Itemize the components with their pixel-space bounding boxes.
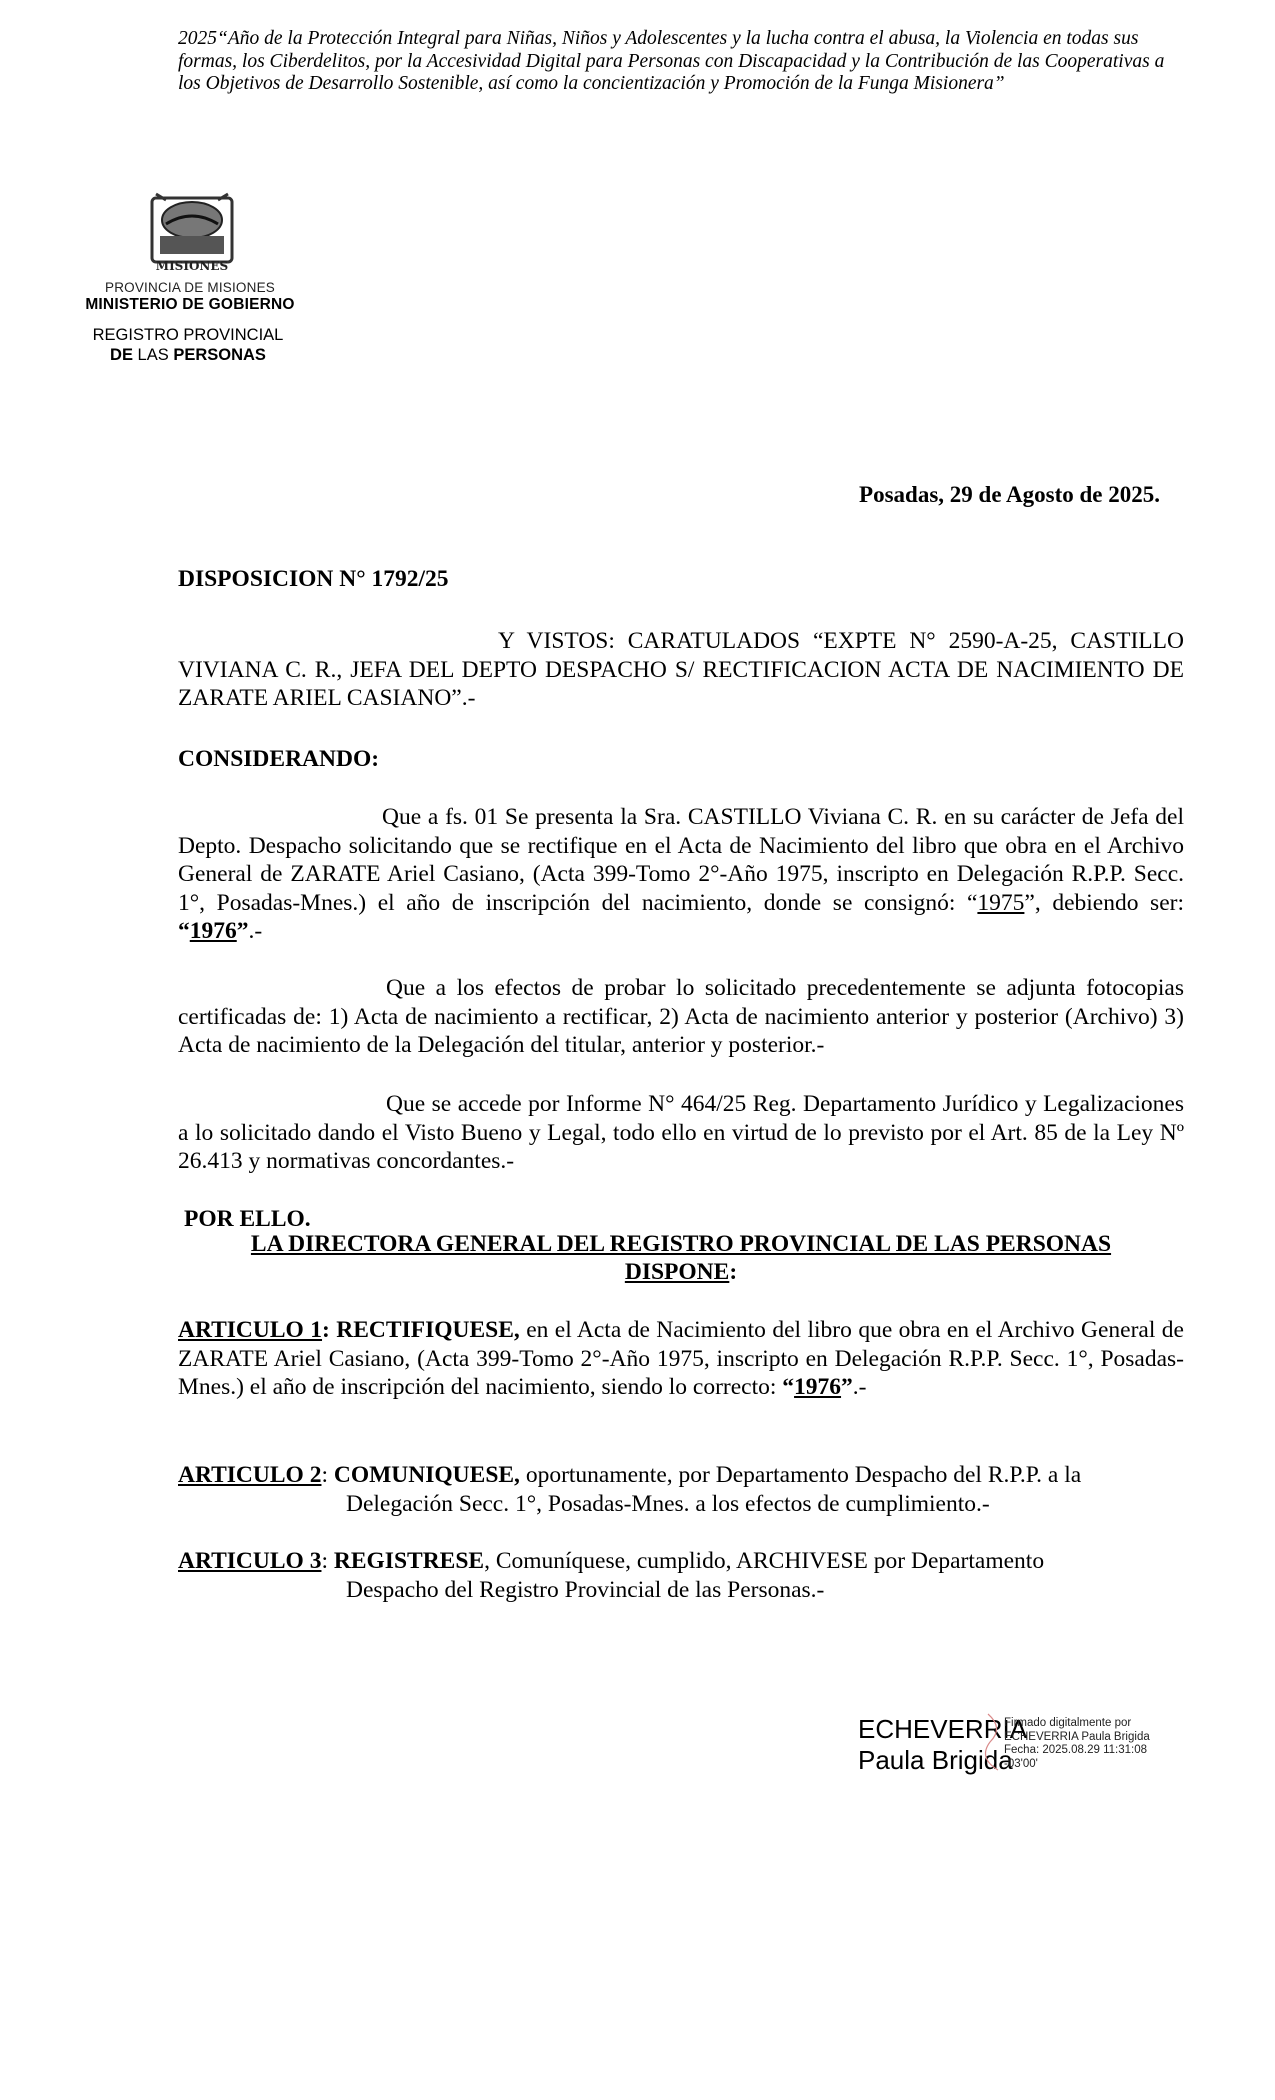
- signature-metadata: Firmado digitalmente por ECHEVERRIA Paula Brigida Fecha: 2025.08.29 11:31:08 -03'00': [1004, 1717, 1150, 1770]
- province-label: PROVINCIA DE MISIONES: [105, 280, 275, 295]
- province-seal-logo: [142, 190, 242, 274]
- registry-label-line2: DE LAS PERSONAS: [110, 346, 266, 364]
- article-3-line2: Despacho del Registro Provincial de las Personas.-: [346, 1577, 825, 1603]
- article-3: ARTICULO 3: REGISTRESE, Comuníquese, cumplido, ARCHIVESE por Departamento: [178, 1548, 1045, 1574]
- document-title: DISPOSICION N° 1792/25: [178, 566, 449, 592]
- considerando-heading: CONSIDERANDO:: [178, 746, 380, 772]
- article-2-line2: Delegación Secc. 1°, Posadas-Mnes. a los efectos de cumplimiento.-: [346, 1491, 990, 1517]
- signature-name: ECHEVERRIA Paula Brigida: [858, 1714, 1028, 1775]
- directora-heading: LA DIRECTORA GENERAL DEL REGISTRO PROVINCIAL DE LAS PERSONAS: [250, 1231, 1112, 1257]
- document-date: Posadas, 29 de Agosto de 2025.: [859, 482, 1160, 507]
- registry-label-line1: REGISTRO PROVINCIAL: [92, 326, 284, 344]
- vistos-paragraph: Y VISTOS: CARATULADOS “EXPTE N° 2590-A-25, CASTILLO VIVIANA C. R., JEFA DEL DEPTO DESPACHO S/ RECTIFICACION ACTA DE NACIMIENTO DE ZARATE ARIEL CASIANO”.-: [178, 628, 1184, 711]
- dispone-heading: DISPONE:: [624, 1259, 738, 1285]
- article-1: ARTICULO 1: RECTIFIQUESE, en el Acta de Nacimiento del libro que obra en el Archivo General de ZARATE Ariel Casiano, (Acta 399-Tomo 2°-Año 1975, inscripto en Delegación R.P.P. Secc. 1°, Posadas-Mnes.) el año de inscripción del nacimiento, siendo lo correcto: “1976”.-: [178, 1317, 1184, 1400]
- header-motto: 2025“Año de la Protección Integral para Niñas, Niños y Adolescentes y la lucha contra el abusa, la Violencia en todas sus formas, los Ciberdelitos, por la Accesividad Digital para Personas con Discapacidad y la Contribución de las Cooperativas a los Objetivos de Desarrollo Sostenible, así como la concientización y Promoción de la Funga Misionera”: [178, 28, 1165, 94]
- article-2: ARTICULO 2: COMUNIQUESE, oportunamente, por Departamento Despacho del R.P.P. a la: [178, 1462, 1082, 1488]
- considerando-paragraph-2: Que a los efectos de probar lo solicitado precedentemente se adjunta fotocopias certificadas de: 1) Acta de nacimiento a rectificar, 2) Acta de nacimiento anterior y posterior (Archivo) 3) Acta de nacimiento de la Delegación del titular, anterior y posterior.-: [178, 975, 1184, 1058]
- svg-text:MISIONES: MISIONES: [155, 259, 229, 273]
- considerando-paragraph-1: Que a fs. 01 Se presenta la Sra. CASTILLO Viviana C. R. en su carácter de Jefa del Depto. Despacho solicitando que se rectifique en el Acta de Nacimiento del libro que obra en el Archivo General de ZARATE Ariel Casiano, (Acta 399-Tomo 2°-Año 1975, inscripto en Delegación R.P.P. Secc. 1°, Posadas-Mnes.) el año de inscripción del nacimiento, donde se consignó: “1975”, debiendo ser: “1976”.-: [178, 804, 1184, 944]
- considerando-paragraph-3: Que se accede por Informe N° 464/25 Reg. Departamento Jurídico y Legalizaciones a lo solicitado dando el Visto Bueno y Legal, todo ello en virtud de lo previsto por el Art. 85 de la Ley Nº 26.413 y normativas concordantes.-: [178, 1091, 1184, 1174]
- por-ello-label: POR ELLO.: [184, 1206, 311, 1232]
- ministry-label: MINISTERIO DE GOBIERNO: [85, 296, 295, 313]
